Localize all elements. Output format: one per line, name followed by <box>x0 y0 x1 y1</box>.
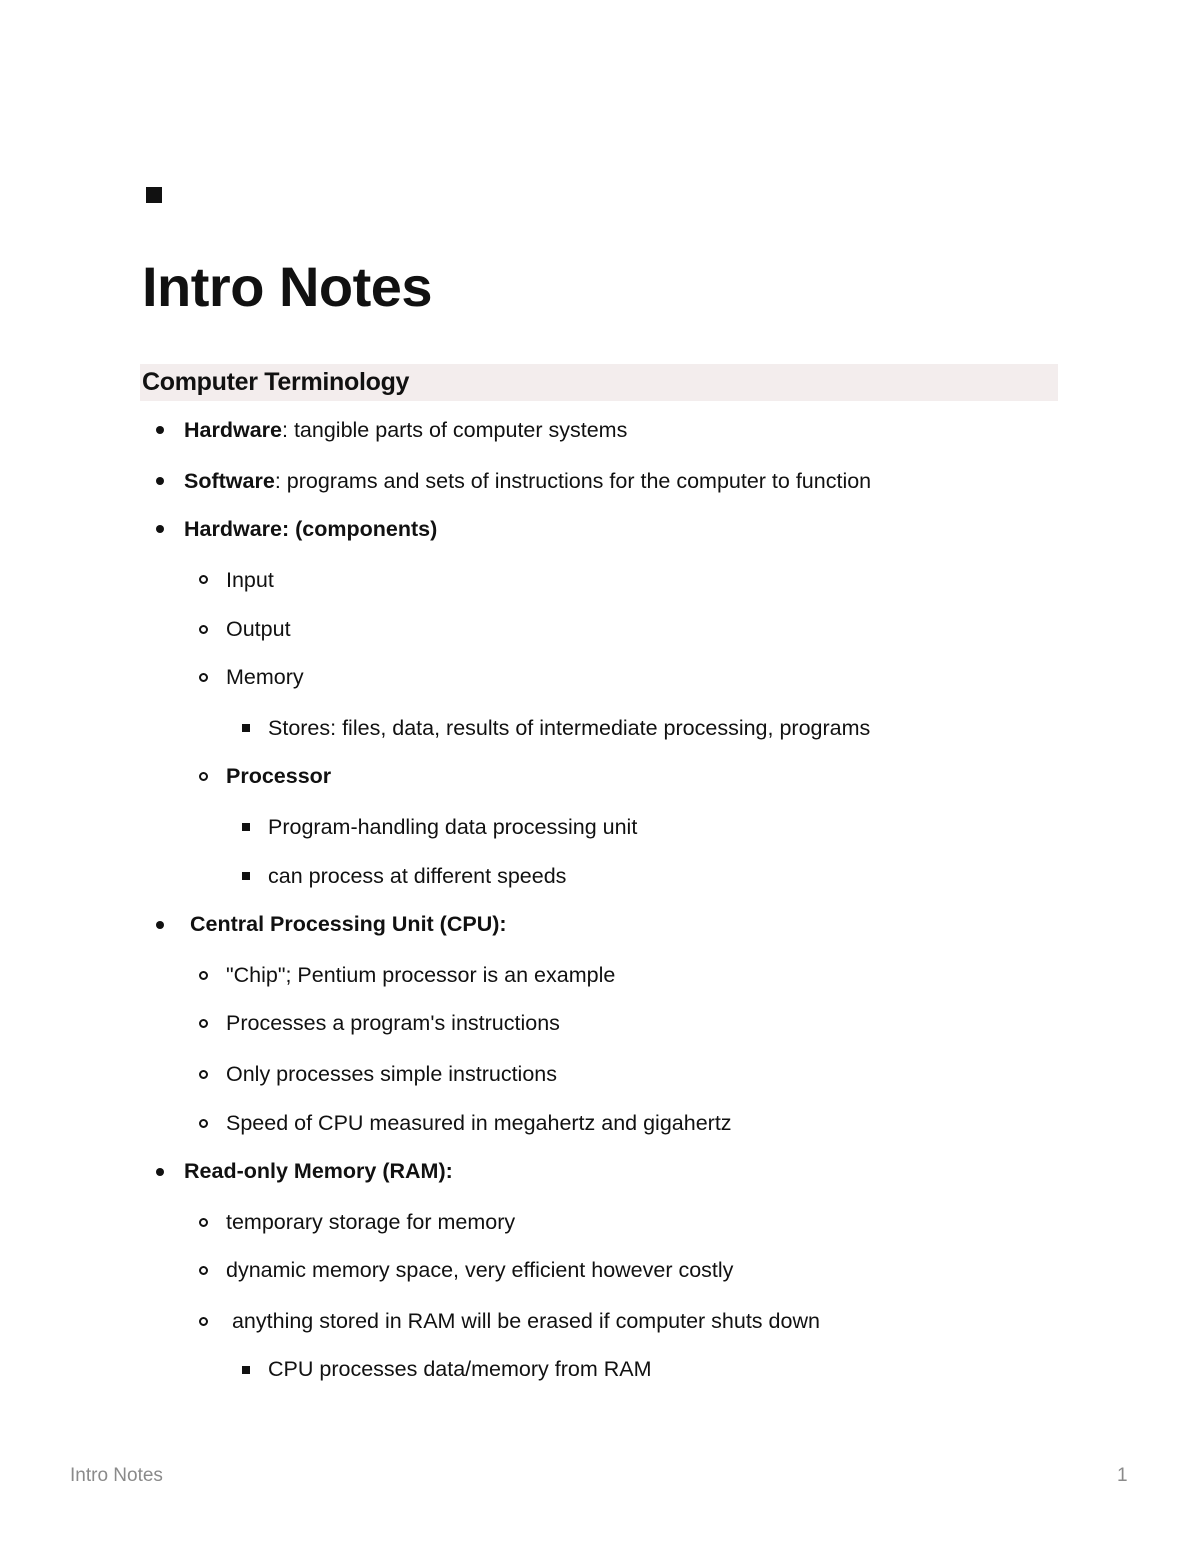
list-item: dynamic memory space, very efficient however costly <box>226 1258 734 1282</box>
list-item: CPU processes data/memory from RAM <box>268 1357 652 1381</box>
list-item: Hardware: (components) <box>184 517 438 541</box>
list-item: Software: programs and sets of instructions for the computer to function <box>184 469 872 493</box>
circle-bullet-icon <box>199 1119 208 1128</box>
circle-bullet-icon <box>199 575 208 584</box>
square-bullet-icon <box>242 724 250 732</box>
list-item: can process at different speeds <box>268 864 567 888</box>
footer-page-number: 1 <box>1117 1465 1128 1486</box>
square-bullet-icon <box>242 872 250 880</box>
page-marker-square <box>146 187 162 203</box>
disc-bullet-icon <box>156 426 164 434</box>
disc-bullet-icon <box>156 1168 164 1176</box>
circle-bullet-icon <box>199 625 208 634</box>
circle-bullet-icon <box>199 971 208 980</box>
circle-bullet-icon <box>199 1317 208 1326</box>
list-item: Speed of CPU measured in megahertz and gigahertz <box>226 1111 732 1135</box>
list-item: Read-only Memory (RAM): <box>184 1159 453 1183</box>
disc-bullet-icon <box>156 477 164 485</box>
list-item: "Chip"; Pentium processor is an example <box>226 963 616 987</box>
list-item: Stores: files, data, results of intermediate processing, programs <box>268 716 871 740</box>
square-bullet-icon <box>242 823 250 831</box>
footer-title: Intro Notes <box>70 1465 163 1486</box>
list-item: Program-handling data processing unit <box>268 815 638 839</box>
list-item: Output <box>226 617 291 641</box>
section-heading: Computer Terminology <box>140 364 1058 401</box>
circle-bullet-icon <box>199 1019 208 1028</box>
list-item: Central Processing Unit (CPU): <box>184 912 507 936</box>
page-title: Intro Notes <box>142 255 433 318</box>
list-item: Only processes simple instructions <box>226 1062 557 1086</box>
list-item: Memory <box>226 665 304 689</box>
list-item: Hardware: tangible parts of computer systems <box>184 418 628 442</box>
list-item: anything stored in RAM will be erased if computer shuts down <box>226 1309 820 1333</box>
list-item: Processor <box>226 764 332 788</box>
circle-bullet-icon <box>199 772 208 781</box>
list-item: temporary storage for memory <box>226 1210 516 1234</box>
square-bullet-icon <box>242 1366 250 1374</box>
circle-bullet-icon <box>199 1070 208 1079</box>
circle-bullet-icon <box>199 1218 208 1227</box>
list-item: Processes a program's instructions <box>226 1011 560 1035</box>
list-item: Input <box>226 568 274 592</box>
disc-bullet-icon <box>156 525 164 533</box>
circle-bullet-icon <box>199 1266 208 1275</box>
circle-bullet-icon <box>199 673 208 682</box>
disc-bullet-icon <box>156 921 164 929</box>
